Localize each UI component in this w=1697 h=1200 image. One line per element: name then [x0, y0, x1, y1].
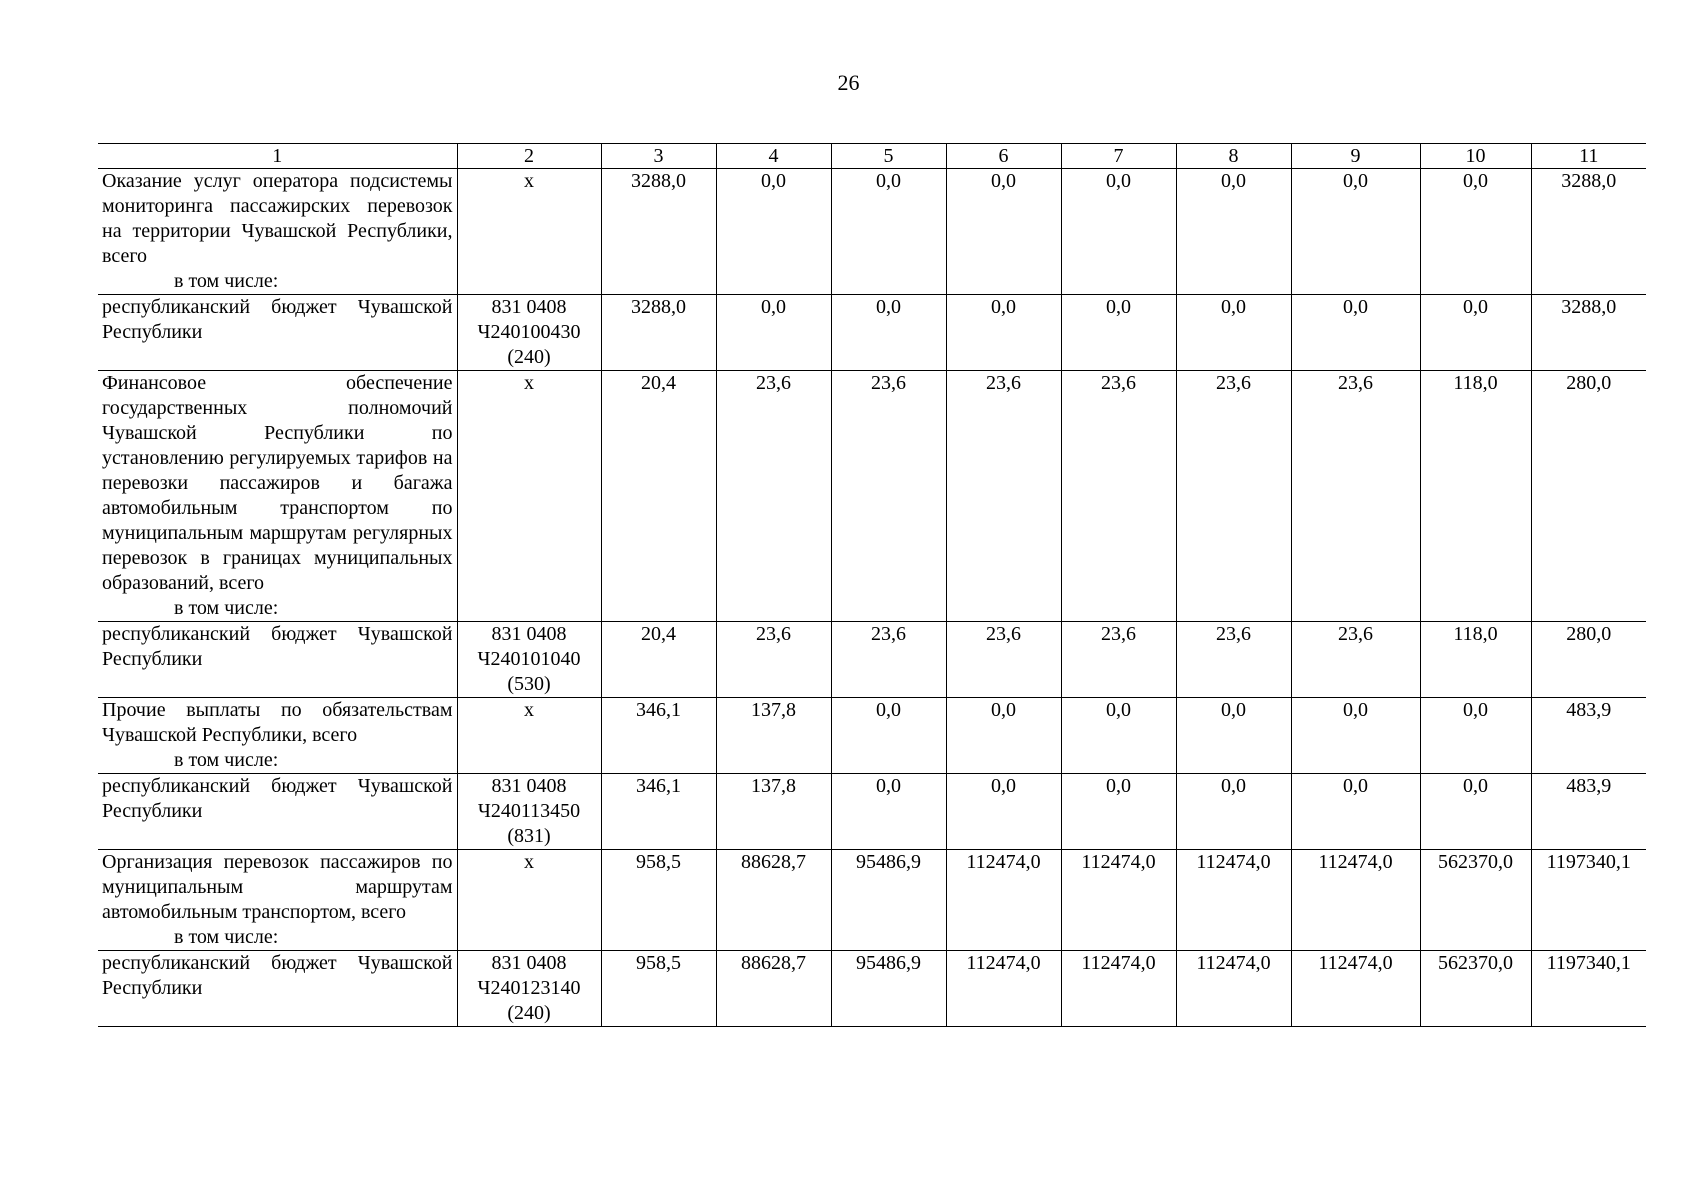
row-name: Прочие выплаты по обязательствам Чувашской Республики, всего [102, 699, 453, 746]
value-cell: 112474,0 [1061, 850, 1176, 951]
value-cell: 112474,0 [946, 951, 1061, 1027]
row-name-cell [98, 622, 457, 698]
value-cell: 0,0 [1291, 698, 1420, 774]
value-cell: 346,1 [601, 698, 716, 774]
row-name-cell [98, 774, 457, 850]
value-cell: 346,1 [601, 774, 716, 850]
value-cell: 23,6 [1061, 371, 1176, 622]
column-header: 10 [1420, 144, 1531, 169]
budget-code-cell: x [457, 850, 601, 951]
value-cell: 112474,0 [1291, 850, 1420, 951]
row-name-cell [98, 295, 457, 371]
value-cell: 0,0 [831, 295, 946, 371]
value-cell: 0,0 [946, 295, 1061, 371]
row-name: республиканский бюджет Чувашской Республики [102, 623, 453, 670]
value-cell: 0,0 [1420, 698, 1531, 774]
value-cell: 23,6 [1061, 622, 1176, 698]
value-cell: 95486,9 [831, 850, 946, 951]
row-name-cell [98, 169, 457, 295]
value-cell: 958,5 [601, 850, 716, 951]
column-header: 8 [1176, 144, 1291, 169]
value-cell: 0,0 [1061, 295, 1176, 371]
value-cell: 23,6 [1176, 371, 1291, 622]
value-cell: 0,0 [1291, 169, 1420, 295]
value-cell: 20,4 [601, 371, 716, 622]
table-row [98, 295, 1646, 371]
value-cell: 112474,0 [946, 850, 1061, 951]
value-cell: 562370,0 [1420, 850, 1531, 951]
value-cell: 118,0 [1420, 622, 1531, 698]
value-cell: 0,0 [716, 169, 831, 295]
value-cell: 3288,0 [1531, 295, 1646, 371]
row-name: Оказание услуг оператора подсистемы мониторинга пассажирских перевозок на территории Чувашской Республики, всего [102, 170, 453, 267]
table-header-row [98, 144, 1646, 169]
budget-code-cell: 831 0408 Ч240113450 (831) [457, 774, 601, 850]
value-cell: 0,0 [1176, 295, 1291, 371]
value-cell: 0,0 [1176, 169, 1291, 295]
column-header: 1 [98, 144, 457, 169]
column-header: 7 [1061, 144, 1176, 169]
value-cell: 0,0 [946, 698, 1061, 774]
column-header: 2 [457, 144, 601, 169]
value-cell: 0,0 [1420, 774, 1531, 850]
value-cell: 23,6 [1291, 371, 1420, 622]
table-row [98, 698, 1646, 774]
value-cell: 0,0 [946, 774, 1061, 850]
value-cell: 23,6 [1176, 622, 1291, 698]
budget-code-cell: 831 0408 Ч240100430 (240) [457, 295, 601, 371]
column-header: 9 [1291, 144, 1420, 169]
value-cell: 0,0 [1420, 169, 1531, 295]
column-header: 5 [831, 144, 946, 169]
value-cell: 483,9 [1531, 698, 1646, 774]
value-cell: 0,0 [1176, 698, 1291, 774]
budget-code-cell: x [457, 698, 601, 774]
value-cell: 0,0 [1291, 295, 1420, 371]
value-cell: 3288,0 [601, 295, 716, 371]
row-subtitle: в том числе: [174, 597, 279, 619]
row-name-cell [98, 371, 457, 622]
value-cell: 23,6 [831, 371, 946, 622]
row-name-cell [98, 850, 457, 951]
row-name: республиканский бюджет Чувашской Республики [102, 296, 453, 343]
value-cell: 0,0 [716, 295, 831, 371]
value-cell: 1197340,1 [1531, 850, 1646, 951]
value-cell: 1197340,1 [1531, 951, 1646, 1027]
table-row [98, 850, 1646, 951]
budget-table [98, 143, 1646, 1027]
budget-code-cell: 831 0408 Ч240123140 (240) [457, 951, 601, 1027]
table-row [98, 951, 1646, 1027]
value-cell: 23,6 [946, 622, 1061, 698]
value-cell: 23,6 [946, 371, 1061, 622]
value-cell: 23,6 [831, 622, 946, 698]
row-name: Организация перевозок пассажиров по муниципальным маршрутам автомобильным транспортом, всего [102, 851, 453, 923]
table-row [98, 169, 1646, 295]
value-cell: 280,0 [1531, 622, 1646, 698]
value-cell: 118,0 [1420, 371, 1531, 622]
table-row [98, 622, 1646, 698]
value-cell: 23,6 [716, 622, 831, 698]
value-cell: 0,0 [1420, 295, 1531, 371]
value-cell: 3288,0 [601, 169, 716, 295]
row-name-cell [98, 698, 457, 774]
value-cell: 0,0 [946, 169, 1061, 295]
value-cell: 0,0 [1291, 774, 1420, 850]
value-cell: 562370,0 [1420, 951, 1531, 1027]
row-name: Финансовое обеспечение государственных полномочий Чувашской Республики по установлению регулируемых тарифов на перевозки пассажиров и багажа автомобильным транспортом по муниципальным маршрутам регулярных перевозок в границах муниципальных образований, всего [102, 372, 453, 594]
value-cell: 137,8 [716, 774, 831, 850]
value-cell: 88628,7 [716, 951, 831, 1027]
row-name: республиканский бюджет Чувашской Республики [102, 952, 453, 999]
value-cell: 3288,0 [1531, 169, 1646, 295]
value-cell: 0,0 [1176, 774, 1291, 850]
column-header: 4 [716, 144, 831, 169]
budget-code-cell: x [457, 371, 601, 622]
value-cell: 0,0 [1061, 169, 1176, 295]
row-subtitle: в том числе: [174, 926, 279, 948]
row-subtitle: в том числе: [174, 749, 279, 771]
table-row [98, 774, 1646, 850]
value-cell: 23,6 [1291, 622, 1420, 698]
column-header: 6 [946, 144, 1061, 169]
column-header: 3 [601, 144, 716, 169]
value-cell: 20,4 [601, 622, 716, 698]
value-cell: 0,0 [831, 698, 946, 774]
table-body [98, 169, 1646, 1027]
table-row [98, 371, 1646, 622]
value-cell: 137,8 [716, 698, 831, 774]
value-cell: 0,0 [1061, 698, 1176, 774]
value-cell: 958,5 [601, 951, 716, 1027]
value-cell: 112474,0 [1176, 850, 1291, 951]
value-cell: 0,0 [831, 169, 946, 295]
value-cell: 112474,0 [1061, 951, 1176, 1027]
value-cell: 483,9 [1531, 774, 1646, 850]
value-cell: 88628,7 [716, 850, 831, 951]
row-name-cell [98, 951, 457, 1027]
row-subtitle: в том числе: [174, 270, 279, 292]
value-cell: 0,0 [1061, 774, 1176, 850]
value-cell: 0,0 [831, 774, 946, 850]
budget-code-cell: x [457, 169, 601, 295]
page-number: 26 [837, 70, 860, 95]
value-cell: 112474,0 [1291, 951, 1420, 1027]
value-cell: 95486,9 [831, 951, 946, 1027]
value-cell: 23,6 [716, 371, 831, 622]
value-cell: 280,0 [1531, 371, 1646, 622]
value-cell: 112474,0 [1176, 951, 1291, 1027]
budget-code-cell: 831 0408 Ч240101040 (530) [457, 622, 601, 698]
row-name: республиканский бюджет Чувашской Республики [102, 775, 453, 822]
column-header: 11 [1531, 144, 1646, 169]
